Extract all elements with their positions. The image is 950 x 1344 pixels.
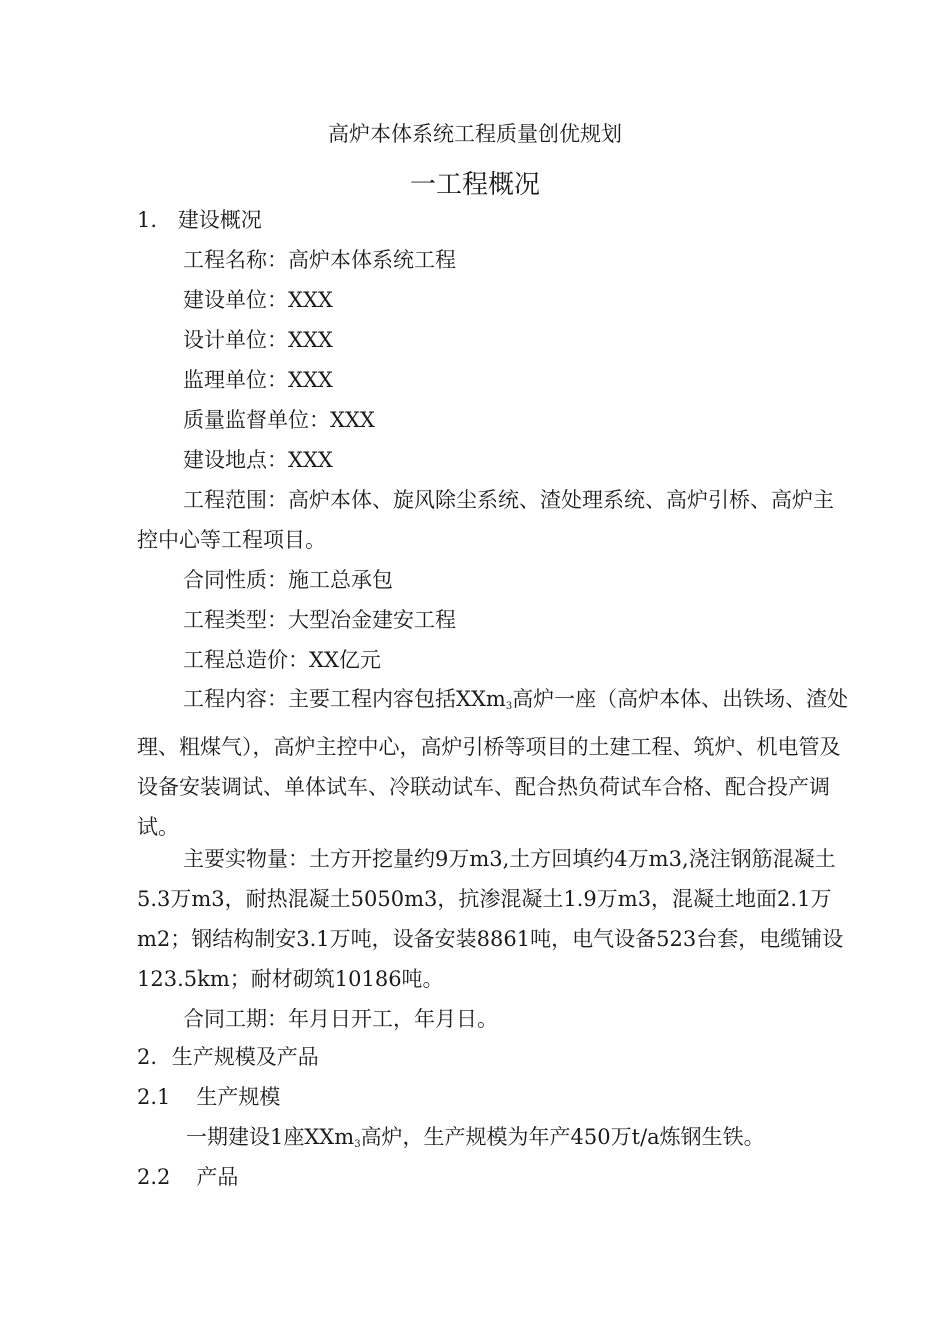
- construction-location: 建设地点：XXX: [183, 448, 333, 472]
- design-unit: 设计单位：XXX: [183, 328, 333, 352]
- project-content-start: 工程内容：主要工程内容包括XXm: [183, 687, 506, 711]
- section-1-title: 建设概况: [177, 208, 262, 232]
- section-2-number: 2.: [137, 1045, 158, 1069]
- project-scope: 工程范围：高炉本体、旋风除尘系统、渣处理系统、高炉引桥、高炉主控中心等工程项目。: [137, 488, 834, 552]
- section-2-2-number: 2.2: [137, 1165, 171, 1189]
- section-2-title: 生产规模及产品: [171, 1045, 319, 1069]
- section-2-1-heading: [137, 1077, 857, 1117]
- contract-schedule: 合同工期：年月日开工，年月日。: [183, 1007, 498, 1031]
- project-type: 工程类型：大型冶金建安工程: [183, 608, 456, 632]
- production-scale-rest: 高炉，生产规模为年产450万t/a炼钢生铁。: [360, 1125, 765, 1149]
- document-title: 高炉本体系统工程质量创优规划: [328, 122, 622, 146]
- quality-supervision-unit: 质量监督单位：XXX: [183, 408, 375, 432]
- supervision-unit: 监理单位：XXX: [183, 368, 333, 392]
- cubic-superscript-2: 3: [354, 1139, 361, 1150]
- project-content-rest: 高炉一座（高炉本体、出铁场、渣处理、粗煤气），高炉主控中心，高炉引桥等项目的土建工程、筑炉、机电管及设备安装调试、单体试车、冷联动试车、配合热负荷试车合格、配合投产调试。: [137, 687, 849, 839]
- main-quantities: 主要实物量：土方开挖量约9万m3,土方回填约4万m3,浇注钢筋混凝土5.3万m3，耐热混凝土5050m3，抗渗混凝土1.9万m3，混凝土地面2.1万m2；钢结构制安3.1万吨，设备安装8861吨，电气设备523台套，电缆铺设123.5km；耐材砌筑10186吨。: [137, 847, 844, 991]
- cubic-superscript: 3: [505, 701, 513, 712]
- chapter-title: 一工程概况: [409, 170, 540, 200]
- section-2-2-heading: [137, 1157, 857, 1197]
- section-1-number: 1.: [137, 208, 158, 232]
- builder-unit: 建设单位：XXX: [183, 288, 333, 312]
- project-content: [137, 679, 853, 847]
- section-2-2-title: 产品: [196, 1165, 239, 1189]
- section-1-heading: [137, 200, 857, 240]
- section-2-1-title: 生产规模: [196, 1085, 281, 1109]
- contract-nature: 合同性质：施工总承包: [183, 568, 393, 592]
- section-2-1-number: 2.1: [137, 1085, 171, 1109]
- total-cost: 工程总造价：XX亿元: [183, 648, 381, 672]
- production-scale-start: 一期建设1座XXm: [186, 1125, 355, 1149]
- project-name: 工程名称：高炉本体系统工程: [183, 248, 456, 272]
- section-2-heading: [137, 1037, 857, 1077]
